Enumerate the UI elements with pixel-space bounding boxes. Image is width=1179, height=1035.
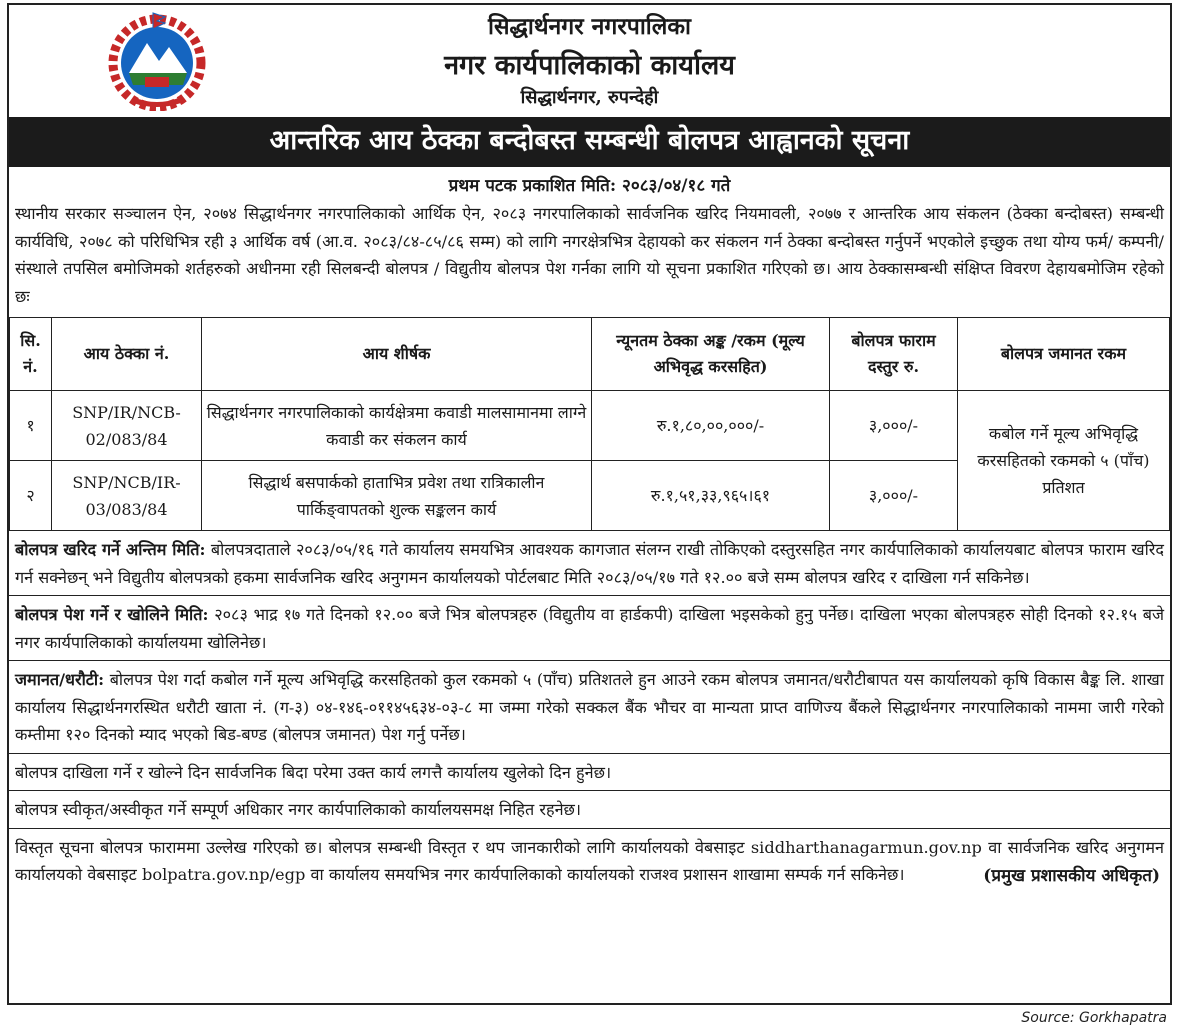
submission-text: २०८३ भाद्र १७ गते दिनको १२.०० बजे भित्र बोलपत्रहरु (विद्युतीय वा हार्डकपी) दाखिला भइसकेको हुनु पर्नेछ। दाखिला भएका बोलपत्रहरु सोही दिनको १२.१५ बजे नगर कार्यपालिकाको कार्यालयमा खोलिनेछ। — [15, 605, 1164, 652]
row-subject: सिद्धार्थनगर नगरपालिकाको कार्यक्षेत्रमा कवाडी मालसामानमा लाग्ने कवाडी कर संकलन कार्य — [202, 391, 592, 461]
deposit-text: बोलपत्र पेश गर्दा कबोल गर्ने मूल्य अभिवृद्धि करसहितको कुल रकमको ५ (पाँच) प्रतिशतले हुन आउने रकम बोलपत्र जमानत/धरौटीबापत यस कार्यालयको कृषि विकास बैङ्क लि. शाखा कार्यालय सिद्धार्थनगरस्थित धरौटी खाता नं. (ग-३) ०४-१४६-०११४५६३४-०३-८ मा जम्मा गरेको सक्कल बैंक भौचर वा मान्यता प्राप्त वाणिज्य बैंकले सिद्धार्थनगर नगरपालिकाको नाममा जारी गरेको कम्तीमा १२० दिनको म्याद भएको बिड-बण्ड (बोलपत्र जमानत) पेश गर्नु पर्नेछ। — [15, 670, 1164, 744]
holiday-text: बोलपत्र दाखिला गर्ने र खोल्ने दिन सार्वजनिक बिदा परेमा उक्त कार्य लगत्तै कार्यालय खुलेको दिन हुनेछ। — [15, 762, 612, 782]
intro-paragraph: स्थानीय सरकार सञ्चालन ऐन, २०७४ सिद्धार्थनगर नगरपालिकाको आर्थिक ऐन, २०८३ नगरपालिकाको सार्वजनिक खरिद नियमावली, २०७७ र आन्तरिक आय संकलन (ठेक्का बन्दोबस्त) सम्बन्धी कार्यविधि, २०७८ को परिधिभित्र रही ३ आर्थिक वर्ष (आ.व. २०८३/८४-८५/८६ सम्म) को लागि नगरक्षेत्रभित्र देहायको कर संकलन गर्न ठेक्का बन्दोबस्त गर्नुपर्ने भएकोले इच्छुक तथा योग्य फर्म/ कम्पनी/संस्थाले तपसिल बमोजिमको शर्तहरुको अधीनमा रही सिलबन्दी बोलपत्र / विद्युतीय बोलपत्र पेश गर्नका लागि यो सूचना प्रकाशित गरिएको छ। आय ठेक्कासम्बन्धी संक्षिप्त विवरण देहायबमोजिम रहेको छः — [15, 204, 1164, 306]
header-min-amount: न्यूनतम ठेक्का अङ्क /रकम (मूल्य अभिवृद्ध करसहित) — [592, 318, 830, 391]
row-form-fee: ३,०००/- — [830, 391, 958, 461]
source-credit: Source: Gorkhapatra — [1021, 1010, 1167, 1026]
details-text: विस्तृत सूचना बोलपत्र फाराममा उल्लेख गरिएको छ। बोलपत्र सम्बन्धी विस्तृत र थप जानकारीको लागि कार्यालयको वेबसाइट siddharthanagarmun.gov.np वा सार्वजनिक खरिद अनुगमन कार्यालयको वेबसाइट bolpatra.gov.np/egp वा कार्यालय समयभित्र नगर कार्यपालिकाको कार्यालयको राजश्व प्रशासन शाखामा सम्पर्क गर्न सकिनेछ। — [15, 837, 1164, 884]
deposit-label: जमानत/धरौटी: — [15, 670, 105, 689]
authority-text: बोलपत्र स्वीकृत/अस्वीकृत गर्ने सम्पूर्ण अधिकार नगर कार्यपालिकाको कार्यालयसमक्ष निहित रहनेछ। — [15, 800, 582, 819]
row-contract-no: SNP/NCB/IR-03/083/84 — [52, 461, 202, 531]
tender-table — [9, 317, 1170, 531]
municipality-name: सिद्धार्थनगर नगरपालिका — [488, 13, 691, 40]
deposit-section — [9, 660, 1170, 753]
submission-section — [9, 595, 1170, 660]
row-min-amount: रु.१,५१,३३,९६५।६१ — [592, 461, 830, 531]
submission-label: बोलपत्र पेश गर्ने र खोलिने मिति: — [15, 605, 209, 624]
header-sn: सि. नं. — [10, 318, 52, 391]
table-row — [10, 391, 1170, 461]
guarantee-cell: कबोल गर्ने मूल्य अभिवृद्धि करसहितको रकमको ५ (पाँच) प्रतिशत — [958, 391, 1170, 531]
purchase-deadline-section — [9, 531, 1170, 595]
signature: (प्रमुख प्रशासकीय अधिकृत) — [983, 865, 1160, 886]
authority-section — [9, 790, 1170, 828]
office-name: नगर कार्यपालिकाको कार्यालय — [444, 50, 735, 81]
header-guarantee: बोलपत्र जमानत रकम — [958, 318, 1170, 391]
details-section — [9, 828, 1170, 890]
office-location: सिद्धार्थनगर, रुपन्देही — [520, 87, 659, 108]
header — [9, 5, 1170, 117]
holiday-section — [9, 753, 1170, 791]
purchase-deadline-label: बोलपत्र खरिद गर्ने अन्तिम मिति: — [15, 540, 206, 559]
header-subject: आय शीर्षक — [202, 318, 592, 391]
row-sn: २ — [10, 461, 52, 531]
row-contract-no: SNP/IR/NCB-02/083/84 — [52, 391, 202, 461]
header-contract-no: आय ठेक्का नं. — [52, 318, 202, 391]
row-form-fee: ३,०००/- — [830, 461, 958, 531]
row-sn: १ — [10, 391, 52, 461]
purchase-deadline-text: बोलपत्रदाताले २०८३/०५/१६ गते कार्यालय समयभित्र आवश्यक कागजात संलग्न राखी तोकिएको दस्तुरसहित नगर कार्यपालिकाको कार्यालयबाट बोलपत्र फाराम खरिद गर्न सक्नेछन् भने विद्युतीय बोलपत्रको हकमा सार्वजनिक खरिद अनुगमन कार्यालयको पोर्टलबाट मिति २०८३/०५/१७ गते १२.०० बजे सम्म बोलपत्र खरिद र दाखिला गर्न सकिनेछ। — [15, 540, 1164, 587]
publication-date: प्रथम पटक प्रकाशित मिति: २०८३/०४/१८ गते — [448, 176, 731, 196]
header-form-fee: बोलपत्र फाराम दस्तुर रु. — [830, 318, 958, 391]
row-min-amount: रु.१,८०,००,०००/- — [592, 391, 830, 461]
notice-frame — [7, 3, 1172, 1005]
row-subject: सिद्धार्थ बसपार्कको हाताभित्र प्रवेश तथा रात्रिकालीन पार्किङ्वापतको शुल्क सङ्कलन कार्य — [202, 461, 592, 531]
notice-title: आन्तरिक आय ठेक्का बन्दोबस्त सम्बन्धी बोलपत्र आह्वानको सूचना — [9, 117, 1170, 167]
table-header-row — [10, 318, 1170, 391]
